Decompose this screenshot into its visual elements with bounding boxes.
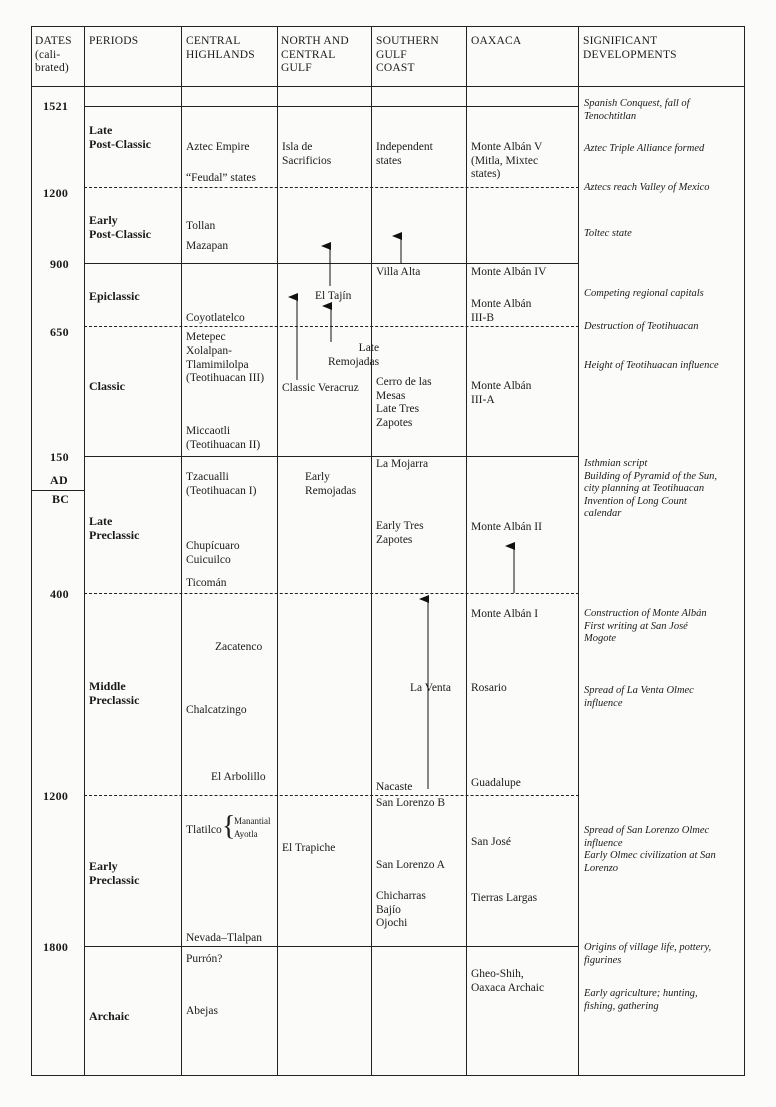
central-entry: Tzacualli (Teotihuacan I) <box>186 471 257 497</box>
central-entry: Zacatenco <box>215 641 263 653</box>
oaxaca-entry: San José <box>471 836 511 848</box>
date-label: 1200 <box>43 186 69 200</box>
development-note: Construction of Monte Albán First writing at San José Mogote <box>584 608 707 644</box>
oaxaca-entry: Guadalupe <box>471 777 521 789</box>
oaxaca-entry: Monte Albán I <box>471 608 539 620</box>
date-label: 900 <box>50 257 69 271</box>
central-entry: Mazapan <box>186 240 229 252</box>
period-early-post-classic: Early Post-Classic <box>89 213 151 241</box>
period-archaic: Archaic <box>89 1009 130 1023</box>
north-entry: Classic Veracruz <box>282 382 359 394</box>
date-label: 1200 <box>43 789 69 803</box>
period-late-preclassic: Late Preclassic <box>89 514 140 542</box>
southern-entry: La Venta <box>410 682 451 694</box>
southern-entry: La Mojarra <box>376 458 429 470</box>
southern-entry: San Lorenzo A <box>376 859 445 871</box>
header-oaxaca: OAXACA <box>471 35 522 47</box>
period-late-post-classic: Late Post-Classic <box>89 123 151 151</box>
period-early-preclassic: Early Preclassic <box>89 859 140 887</box>
north-entry: El Tajín <box>315 290 352 302</box>
central-entry: “Feudal” states <box>186 172 256 184</box>
central-entry: Abejas <box>186 1005 218 1017</box>
north-entry: El Trapiche <box>282 842 336 854</box>
north-entry: Early Remojadas <box>305 471 357 497</box>
southern-entry: Cerro de las Mesas Late Tres Zapotes <box>376 376 432 429</box>
period-classic: Classic <box>89 379 125 393</box>
brace-icon: { <box>222 811 236 842</box>
header-significant-developments: SIGNIFICANT DEVELOPMENTS <box>583 35 677 61</box>
date-label: 1800 <box>43 940 69 954</box>
central-entry: Coyotlatelco <box>186 312 245 324</box>
central-entry: Chalcatzingo <box>186 704 247 716</box>
date-label: 650 <box>50 325 69 339</box>
central-entry: Ticomán <box>186 577 227 589</box>
development-note: Origins of village life, pottery, figurines <box>584 942 712 966</box>
date-label: 400 <box>50 587 69 601</box>
header-southern-gulf-coast: SOUTHERN GULF COAST <box>376 35 439 74</box>
oaxaca-entry: Monte Albán V (Mitla, Mixtec states) <box>471 141 543 180</box>
oaxaca-entry: Monte Albán III-A <box>471 380 532 406</box>
southern-entry: Independent states <box>376 141 433 167</box>
period-middle-preclassic: Middle Preclassic <box>89 679 140 707</box>
southern-entry: Villa Alta <box>376 266 421 278</box>
north-entry: Late Remojadas <box>328 342 380 368</box>
southern-entry: Early Tres Zapotes <box>376 520 424 546</box>
development-note: Early agriculture; hunting, fishing, gathering <box>584 988 698 1012</box>
central-entry: Aztec Empire <box>186 141 250 153</box>
header-north-central-gulf: NORTH AND CENTRAL GULF <box>281 35 349 74</box>
central-entry: El Arbolillo <box>211 771 266 783</box>
development-note: Spanish Conquest, fall of Tenochtitlan <box>584 98 690 122</box>
central-entry: Purrón? <box>186 953 223 965</box>
development-note: Aztec Triple Alliance formed <box>584 143 705 154</box>
development-note: Isthmian script Building of Pyramid of the Sun, city planning at Teotihuacan Invention of Long Count calendar <box>584 458 717 519</box>
oaxaca-entry: Monte Albán IV <box>471 266 547 278</box>
central-entry: Tollan <box>186 220 216 232</box>
oaxaca-entry: Monte Albán II <box>471 521 542 533</box>
development-note: Spread of San Lorenzo Olmec influence Early Olmec civilization at San Lorenzo <box>584 825 716 874</box>
southern-entry: Chicharras Bajío Ojochi <box>376 890 426 929</box>
southern-entry: Nacaste <box>376 781 413 793</box>
era-ad-label: AD <box>50 473 68 487</box>
era-bc-label: BC <box>52 492 70 506</box>
oaxaca-entry: Tierras Largas <box>471 892 538 904</box>
development-note: Destruction of Teotihuacan <box>584 321 699 332</box>
header-periods: PERIODS <box>89 35 139 47</box>
central-entry: Nevada–Tlalpan <box>186 932 262 944</box>
header-dates: DATES (cali- brated) <box>35 35 72 74</box>
development-note: Competing regional capitals <box>584 288 704 299</box>
central-entry: Miccaotli (Teotihuacan II) <box>186 425 261 451</box>
central-entry: Tlatilco <box>186 824 222 836</box>
period-epiclassic: Epiclassic <box>89 289 140 303</box>
development-note: Toltec state <box>584 228 632 239</box>
north-entry: Isla de Sacrificios <box>282 141 332 167</box>
central-entry: Xolalpan- Tlamimilolpa (Teotihuacan III) <box>186 345 265 384</box>
development-note: Aztecs reach Valley of Mexico <box>584 182 710 193</box>
header-central-highlands: CENTRAL HIGHLANDS <box>186 35 255 61</box>
development-note: Height of Teotihuacan influence <box>584 360 719 371</box>
oaxaca-entry: Gheo-Shih, Oaxaca Archaic <box>471 968 545 994</box>
date-label: 1521 <box>43 99 69 113</box>
southern-entry: San Lorenzo B <box>376 797 445 809</box>
central-entry: Chupícuaro Cuicuilco <box>186 540 240 566</box>
central-entry: Ayotla <box>234 829 258 839</box>
oaxaca-entry: Monte Albán III-B <box>471 298 532 324</box>
development-note: Spread of La Venta Olmec influence <box>584 685 694 709</box>
oaxaca-entry: Rosario <box>471 682 507 694</box>
central-entry: Manantial <box>234 816 271 826</box>
date-label: 150 <box>50 450 69 464</box>
central-entry: Metepec <box>186 331 226 343</box>
